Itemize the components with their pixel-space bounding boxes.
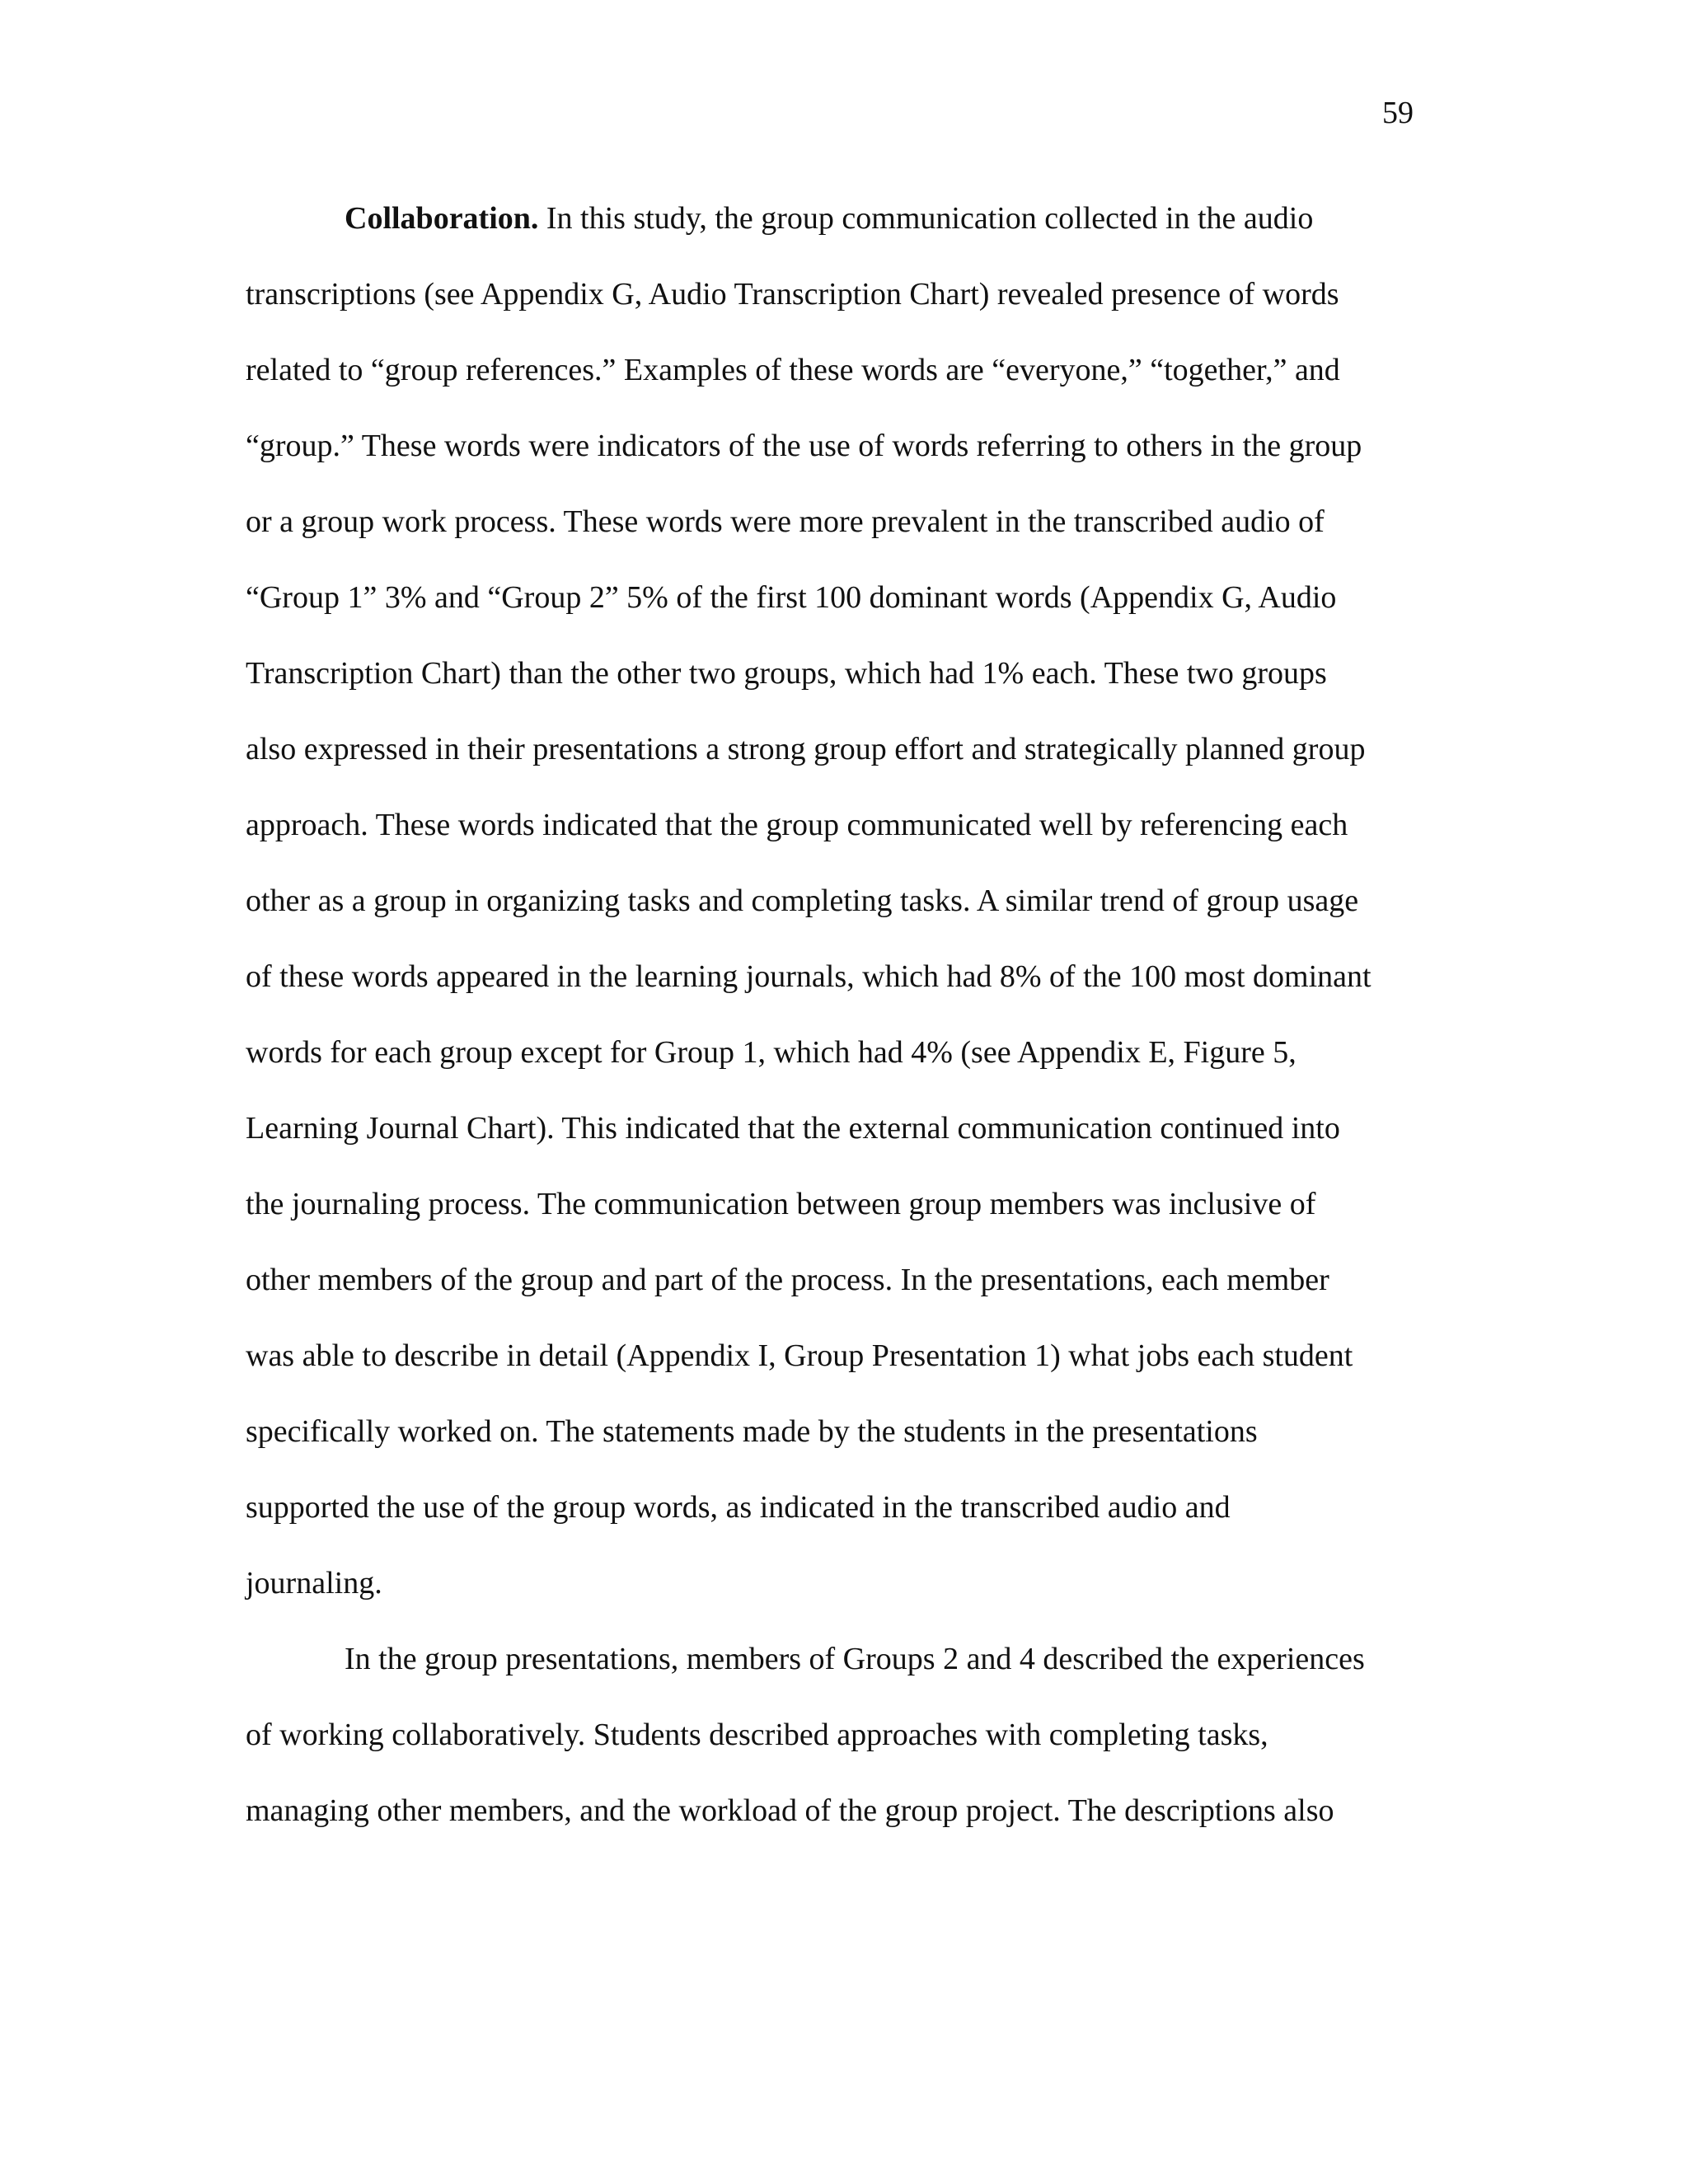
paragraph-1-line-12: words for each group except for Group 1, which had 4% (see Appendix E, Figure 5, — [246, 1035, 1296, 1070]
paragraph-1-line-14: the journaling process. The communication between group members was inclusive of — [246, 1187, 1316, 1221]
paragraph-2-line-1: In the group presentations, members of Groups 2 and 4 described the experiences — [345, 1642, 1365, 1676]
paragraph-1-line-8: also expressed in their presentations a strong group effort and strategically planned group — [246, 732, 1366, 766]
paragraph-1-line-4: “group.” These words were indicators of the use of words referring to others in the group — [246, 429, 1362, 463]
paragraph-1-line-17: specifically worked on. The statements made by the students in the presentations — [246, 1414, 1258, 1449]
paragraph-1-line-19: journaling. — [246, 1566, 382, 1601]
paragraph-2-line-3: managing other members, and the workload of the group project. The descriptions also — [246, 1793, 1334, 1828]
paragraph-1-line-18: supported the use of the group words, as indicated in the transcribed audio and — [246, 1490, 1231, 1525]
paragraph-1-line-9: approach. These words indicated that the group communicated well by referencing each — [246, 808, 1348, 842]
paragraph-1-line-15: other members of the group and part of the process. In the presentations, each member — [246, 1263, 1329, 1297]
page-number: 59 — [1382, 96, 1414, 130]
paragraph-1-line-7: Transcription Chart) than the other two groups, which had 1% each. These two groups — [246, 656, 1327, 691]
paragraph-1-line-1-text: In this study, the group communication collected in the audio — [538, 201, 1314, 236]
paragraph-1-line-6: “Group 1” 3% and “Group 2” 5% of the first 100 dominant words (Appendix G, Audio — [246, 580, 1337, 615]
paragraph-1-line-13: Learning Journal Chart). This indicated that the external communication continued into — [246, 1111, 1340, 1146]
paragraph-1-line-1 — [246, 194, 1426, 270]
paragraph-1-line-5: or a group work process. These words were more prevalent in the transcribed audio of — [246, 504, 1325, 539]
section-heading: Collaboration. — [345, 201, 539, 236]
paragraph-1-line-16: was able to describe in detail (Appendix I, Group Presentation 1) what jobs each student — [246, 1338, 1353, 1373]
paragraph-1-line-11: of these words appeared in the learning journals, which had 8% of the 100 most dominant — [246, 959, 1372, 994]
document-body — [246, 194, 1426, 1863]
paragraph-1-line-2: transcriptions (see Appendix G, Audio Transcription Chart) revealed presence of words — [246, 277, 1339, 312]
paragraph-2-line-2: of working collaboratively. Students described approaches with completing tasks, — [246, 1718, 1268, 1752]
paragraph-1-line-3: related to “group references.” Examples of these words are “everyone,” “together,” and — [246, 353, 1340, 387]
paragraph-1-line-10: other as a group in organizing tasks and completing tasks. A similar trend of group usage — [246, 883, 1359, 918]
